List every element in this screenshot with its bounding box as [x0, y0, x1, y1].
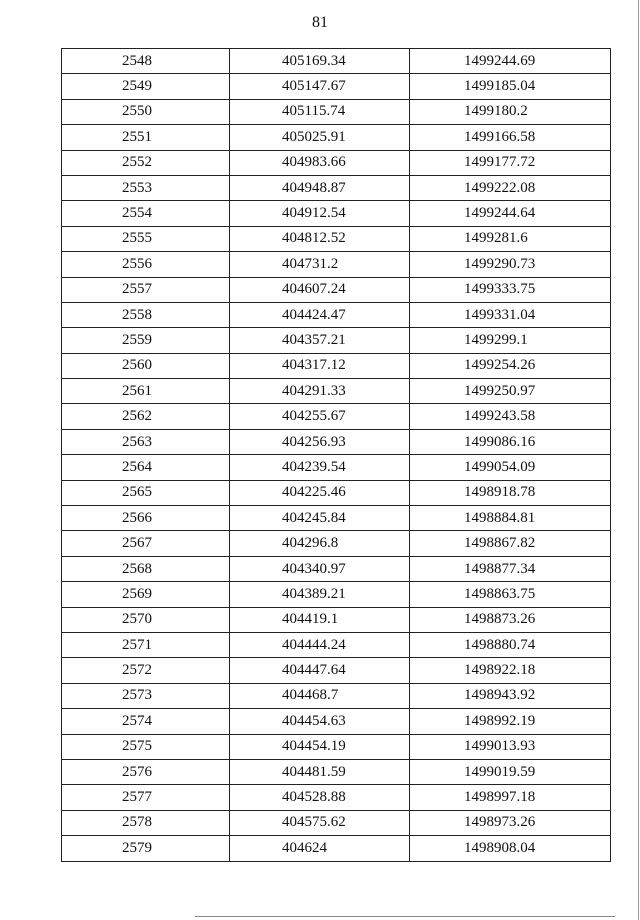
table-row	[62, 658, 611, 683]
y-coordinate-cell: 1499290.73	[410, 252, 611, 277]
x-coordinate-cell: 404454.63	[230, 709, 410, 734]
point-number-cell: 2553	[62, 175, 230, 200]
y-coordinate-cell: 1499244.64	[410, 201, 611, 226]
point-number-cell: 2548	[62, 49, 230, 74]
point-number-cell: 2567	[62, 531, 230, 556]
y-coordinate-cell: 1499243.58	[410, 404, 611, 429]
table-row	[62, 302, 611, 327]
point-number-cell: 2579	[62, 836, 230, 861]
y-coordinate-cell: 1498922.18	[410, 658, 611, 683]
point-number-cell: 2565	[62, 480, 230, 505]
table-row	[62, 785, 611, 810]
point-number-cell: 2558	[62, 302, 230, 327]
point-number-cell: 2559	[62, 328, 230, 353]
y-coordinate-cell: 1499331.04	[410, 302, 611, 327]
x-coordinate-cell: 404528.88	[230, 785, 410, 810]
x-coordinate-cell: 404607.24	[230, 277, 410, 302]
point-number-cell: 2564	[62, 455, 230, 480]
y-coordinate-cell: 1499254.26	[410, 353, 611, 378]
table-row	[62, 49, 611, 74]
table-row	[62, 252, 611, 277]
y-coordinate-cell: 1498867.82	[410, 531, 611, 556]
point-number-cell: 2549	[62, 74, 230, 99]
point-number-cell: 2557	[62, 277, 230, 302]
table-row	[62, 556, 611, 581]
x-coordinate-cell: 404948.87	[230, 175, 410, 200]
y-coordinate-cell: 1499333.75	[410, 277, 611, 302]
table-row	[62, 759, 611, 784]
y-coordinate-cell: 1498880.74	[410, 632, 611, 657]
y-coordinate-cell: 1499281.6	[410, 226, 611, 251]
point-number-cell: 2575	[62, 734, 230, 759]
y-coordinate-cell: 1499177.72	[410, 150, 611, 175]
y-coordinate-cell: 1499013.93	[410, 734, 611, 759]
x-coordinate-cell: 404447.64	[230, 658, 410, 683]
y-coordinate-cell: 1499086.16	[410, 429, 611, 454]
x-coordinate-cell: 404245.84	[230, 506, 410, 531]
y-coordinate-cell: 1498973.26	[410, 810, 611, 835]
x-coordinate-cell: 404256.93	[230, 429, 410, 454]
table-row	[62, 607, 611, 632]
x-coordinate-cell: 404340.97	[230, 556, 410, 581]
point-number-cell: 2556	[62, 252, 230, 277]
table-row	[62, 74, 611, 99]
page-number: 81	[312, 14, 328, 31]
table-row	[62, 150, 611, 175]
table-row	[62, 734, 611, 759]
y-coordinate-cell: 1499166.58	[410, 125, 611, 150]
y-coordinate-cell: 1499180.2	[410, 99, 611, 124]
y-coordinate-cell: 1499054.09	[410, 455, 611, 480]
y-coordinate-cell: 1498884.81	[410, 506, 611, 531]
point-number-cell: 2566	[62, 506, 230, 531]
point-number-cell: 2577	[62, 785, 230, 810]
x-coordinate-cell: 404575.62	[230, 810, 410, 835]
x-coordinate-cell: 404812.52	[230, 226, 410, 251]
coordinates-table	[61, 48, 611, 862]
point-number-cell: 2571	[62, 632, 230, 657]
table-row	[62, 353, 611, 378]
point-number-cell: 2569	[62, 582, 230, 607]
y-coordinate-cell: 1499250.97	[410, 379, 611, 404]
table-row	[62, 201, 611, 226]
table-row	[62, 810, 611, 835]
table-row	[62, 836, 611, 861]
table-row	[62, 99, 611, 124]
table-row	[62, 125, 611, 150]
x-coordinate-cell: 405025.91	[230, 125, 410, 150]
point-number-cell: 2554	[62, 201, 230, 226]
y-coordinate-cell: 1498877.34	[410, 556, 611, 581]
x-coordinate-cell: 404624	[230, 836, 410, 861]
y-coordinate-cell: 1498992.19	[410, 709, 611, 734]
table-row	[62, 709, 611, 734]
point-number-cell: 2563	[62, 429, 230, 454]
y-coordinate-cell: 1498908.04	[410, 836, 611, 861]
table-row	[62, 582, 611, 607]
y-coordinate-cell: 1498863.75	[410, 582, 611, 607]
point-number-cell: 2572	[62, 658, 230, 683]
point-number-cell: 2550	[62, 99, 230, 124]
x-coordinate-cell: 404912.54	[230, 201, 410, 226]
x-coordinate-cell: 404317.12	[230, 353, 410, 378]
point-number-cell: 2574	[62, 709, 230, 734]
y-coordinate-cell: 1499222.08	[410, 175, 611, 200]
point-number-cell: 2578	[62, 810, 230, 835]
x-coordinate-cell: 404454.19	[230, 734, 410, 759]
x-coordinate-cell: 404357.21	[230, 328, 410, 353]
x-coordinate-cell: 404731.2	[230, 252, 410, 277]
x-coordinate-cell: 404389.21	[230, 582, 410, 607]
y-coordinate-cell: 1499019.59	[410, 759, 611, 784]
x-coordinate-cell: 404239.54	[230, 455, 410, 480]
x-coordinate-cell: 404291.33	[230, 379, 410, 404]
table-row	[62, 328, 611, 353]
bottom-rule	[195, 916, 615, 917]
x-coordinate-cell: 405115.74	[230, 99, 410, 124]
point-number-cell: 2562	[62, 404, 230, 429]
table-row	[62, 277, 611, 302]
table-row	[62, 404, 611, 429]
table-row	[62, 506, 611, 531]
point-number-cell: 2560	[62, 353, 230, 378]
x-coordinate-cell: 404983.66	[230, 150, 410, 175]
table-row	[62, 632, 611, 657]
x-coordinate-cell: 405147.67	[230, 74, 410, 99]
table-row	[62, 683, 611, 708]
point-number-cell: 2555	[62, 226, 230, 251]
point-number-cell: 2576	[62, 759, 230, 784]
y-coordinate-cell: 1498943.92	[410, 683, 611, 708]
x-coordinate-cell: 404419.1	[230, 607, 410, 632]
x-coordinate-cell: 404225.46	[230, 480, 410, 505]
y-coordinate-cell: 1499185.04	[410, 74, 611, 99]
table-row	[62, 455, 611, 480]
point-number-cell: 2561	[62, 379, 230, 404]
x-coordinate-cell: 404444.24	[230, 632, 410, 657]
x-coordinate-cell: 404424.47	[230, 302, 410, 327]
y-coordinate-cell: 1498873.26	[410, 607, 611, 632]
x-coordinate-cell: 404468.7	[230, 683, 410, 708]
table-row	[62, 226, 611, 251]
y-coordinate-cell: 1498997.18	[410, 785, 611, 810]
point-number-cell: 2570	[62, 607, 230, 632]
table-row	[62, 429, 611, 454]
y-coordinate-cell: 1499244.69	[410, 49, 611, 74]
x-coordinate-cell: 404296.8	[230, 531, 410, 556]
coordinates-table-body	[62, 49, 611, 862]
x-coordinate-cell: 405169.34	[230, 49, 410, 74]
point-number-cell: 2568	[62, 556, 230, 581]
table-row	[62, 480, 611, 505]
x-coordinate-cell: 404481.59	[230, 759, 410, 784]
x-coordinate-cell: 404255.67	[230, 404, 410, 429]
point-number-cell: 2552	[62, 150, 230, 175]
table-row	[62, 531, 611, 556]
table-row	[62, 379, 611, 404]
table-row	[62, 175, 611, 200]
right-edge-rule	[638, 0, 639, 920]
y-coordinate-cell: 1499299.1	[410, 328, 611, 353]
y-coordinate-cell: 1498918.78	[410, 480, 611, 505]
point-number-cell: 2573	[62, 683, 230, 708]
point-number-cell: 2551	[62, 125, 230, 150]
